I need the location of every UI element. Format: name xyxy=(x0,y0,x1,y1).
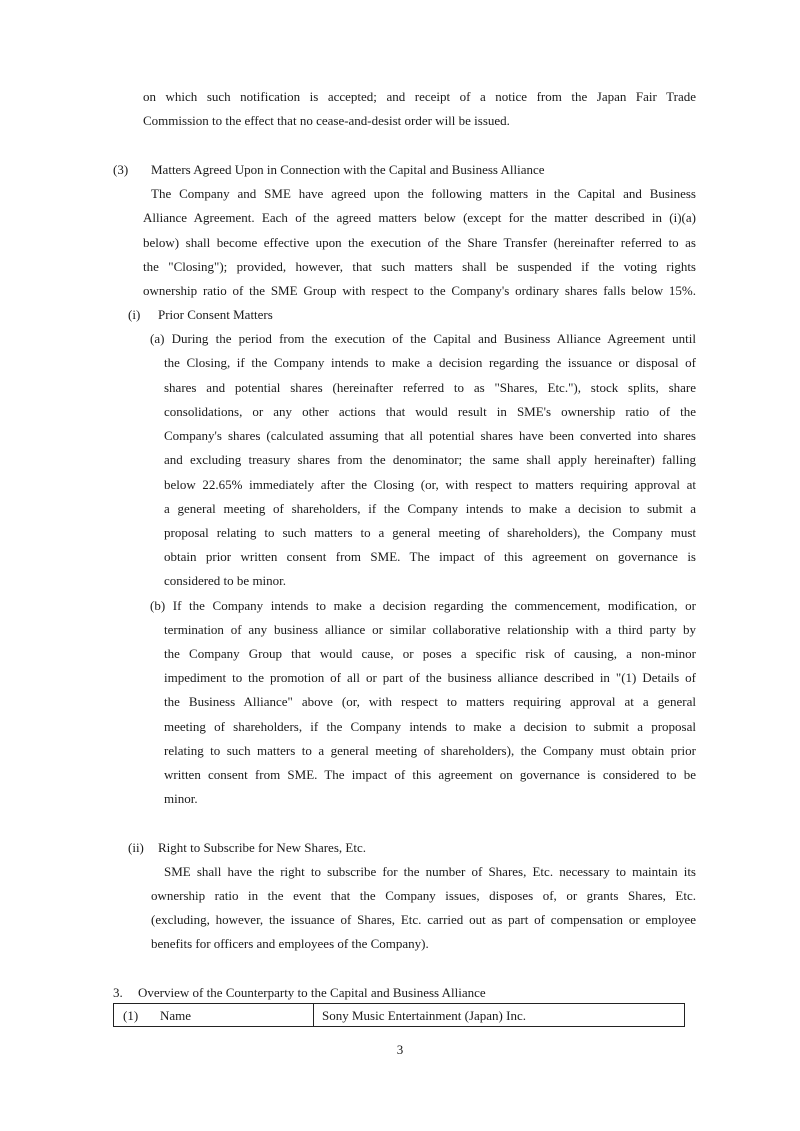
clause-a-line: a general meeting of shareholders, if the Company intends to make a decision to submit a xyxy=(164,501,696,516)
section-text-line: The Company and SME have agreed upon the following matters in the Capital and Business xyxy=(151,186,696,201)
clause-a-line: obtain prior written consent from SME. The impact of this agreement on governance is xyxy=(164,549,696,564)
clause-b-line: termination of any business alliance or similar collaborative relationship with a third party by xyxy=(164,622,696,637)
section-number: (3) xyxy=(113,162,129,177)
section-text-line: the "Closing"); provided, however, that such matters shall be suspended if the voting rights xyxy=(143,259,696,274)
clause-b-line: meeting of shareholders, if the Company intends to make a decision to submit a proposal xyxy=(164,719,696,734)
row-value: Sony Music Entertainment (Japan) Inc. xyxy=(322,1008,526,1023)
section-title: Matters Agreed Upon in Connection with the Capital and Business Alliance xyxy=(151,162,545,177)
heading-number: 3. xyxy=(113,985,123,1000)
item-number: (i) xyxy=(128,307,141,322)
clause-a-line: and excluding treasury shares from the denominator; the same shall apply hereinafter) falling xyxy=(164,452,696,467)
row-number: (1) xyxy=(123,1008,139,1023)
item-title: Prior Consent Matters xyxy=(158,307,273,322)
item-text-line: SME shall have the right to subscribe for the number of Shares, Etc. necessary to maintain its xyxy=(164,864,696,879)
section-text-line: below) shall become effective upon the execution of the Share Transfer (hereinafter referred to as xyxy=(143,235,696,250)
clause-b-line: the Company Group that would cause, or poses a specific risk of causing, a non-minor xyxy=(164,646,696,661)
clause-b-line: written consent from SME. The impact of this agreement on governance is considered to be xyxy=(164,767,696,782)
clause-a-line: shares and potential shares (hereinafter referred to as "Shares, Etc."), stock splits, share xyxy=(164,380,696,395)
clause-b-line: minor. xyxy=(164,791,198,806)
clause-a-line: below 22.65% immediately after the Closing (or, with respect to matters requiring approval at xyxy=(164,477,696,492)
counterparty-table xyxy=(113,1003,685,1027)
table-label-cell xyxy=(114,1004,314,1026)
clause-b-line: impediment to the promotion of all or part of the business alliance described in "(1) Details of xyxy=(164,670,696,685)
item-text-line: benefits for officers and employees of the Company). xyxy=(151,936,429,951)
section-text-line: ownership ratio of the SME Group with respect to the Company's ordinary shares falls below 15%. xyxy=(143,283,696,298)
clause-a-line: the Closing, if the Company intends to make a decision regarding the issuance or disposal of xyxy=(164,355,696,370)
clause-b-line: (b) If the Company intends to make a decision regarding the commencement, modification, or xyxy=(150,598,696,613)
row-label: Name xyxy=(160,1008,192,1023)
clause-a-line: considered to be minor. xyxy=(164,573,287,588)
intro-line: on which such notification is accepted; and receipt of a notice from the Japan Fair Trade xyxy=(143,89,696,104)
item-text-line: (excluding, however, the issuance of Shares, Etc. carried out as part of compensation or employee xyxy=(151,912,696,927)
overview-heading: Overview of the Counterparty to the Capital and Business Alliance xyxy=(138,985,486,1000)
page-number: 3 xyxy=(396,1042,404,1057)
clause-b-line: relating to such matters to a general meeting of shareholders), the Company must obtain prior xyxy=(164,743,696,758)
clause-a-line: (a) During the period from the execution of the Capital and Business Alliance Agreement until xyxy=(150,331,696,346)
item-title: Right to Subscribe for New Shares, Etc. xyxy=(158,840,366,855)
clause-a-line: consolidations, or any other actions that would result in SME's ownership ratio of the xyxy=(164,404,696,419)
item-text-line: ownership ratio in the event that the Company issues, disposes of, or grants Shares, Etc. xyxy=(151,888,696,903)
intro-line: Commission to the effect that no cease-and-desist order will be issued. xyxy=(143,113,510,128)
clause-b-line: the Business Alliance" above (or, with respect to matters requiring approval at a general xyxy=(164,694,696,709)
item-number: (ii) xyxy=(128,840,144,855)
clause-a-line: Company's shares (calculated assuming that all potential shares have been converted into shares xyxy=(164,428,696,443)
clause-a-line: proposal relating to such matters to a general meeting of shareholders), the Company must xyxy=(164,525,696,540)
section-text-line: Alliance Agreement. Each of the agreed matters below (except for the matter described in (i)(a) xyxy=(143,210,696,225)
